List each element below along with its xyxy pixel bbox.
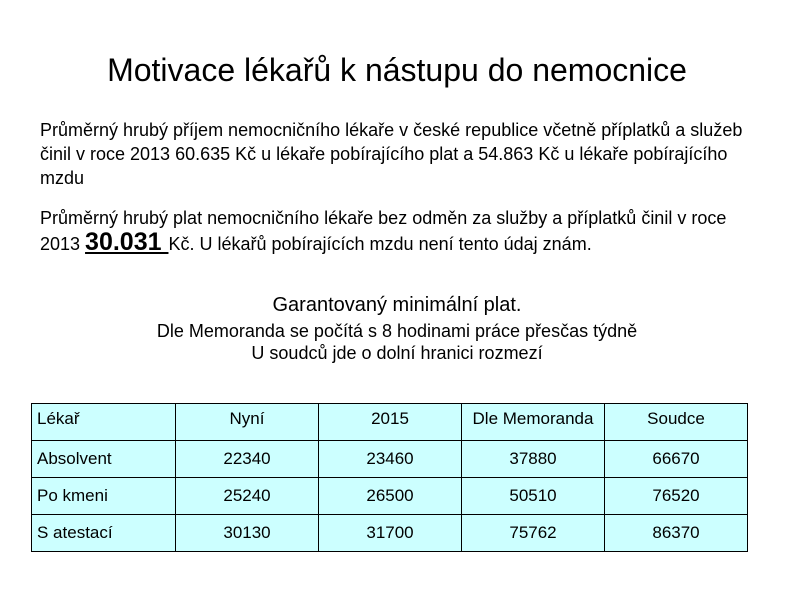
table-cell: 37880 [462,441,605,478]
table-cell: 25240 [176,478,319,515]
header-cell: Soudce [605,404,748,441]
header-cell: Lékař [32,404,176,441]
table-row [32,441,748,478]
note-memorandum: Dle Memoranda se počítá s 8 hodinami práce přesčas týdně [156,321,638,341]
table-cell: 23460 [319,441,462,478]
table-cell: S atestací [32,515,176,552]
salary-highlight: 30.031 [85,228,169,256]
table-cell: 76520 [605,478,748,515]
table-cell: Absolvent [32,441,176,478]
table-cell: 26500 [319,478,462,515]
salary-text-before: Průměrný hrubý plat nemocničního lékaře bez odměn za služby a příplatků činil v roce 2013 [40,208,727,254]
table-cell: 30130 [176,515,319,552]
table-cell: 75762 [462,515,605,552]
table-row [32,478,748,515]
header-cell: 2015 [319,404,462,441]
header-cell: Nyní [176,404,319,441]
salary-paragraph [40,206,770,256]
table-cell: 31700 [319,515,462,552]
table-cell: 86370 [605,515,748,552]
salary-text-after: Kč. U lékařů pobírajících mzdu není tento údaj znám. [168,234,592,254]
note-judges: U soudců jde o dolní hranici rozmezí [251,343,543,363]
header-cell: Dle Memoranda [462,404,605,441]
slide-title: Motivace lékařů k nástupu do nemocnice [107,52,687,88]
table-header-row [32,404,748,441]
section-subtitle: Garantovaný minimální plat. [272,294,522,316]
salary-table [31,403,748,552]
table-cell: 50510 [462,478,605,515]
table-cell: Po kmeni [32,478,176,515]
income-paragraph: Průměrný hrubý příjem nemocničního lékaře v české republice včetně příplatků a služeb činil v roce 2013 60.635 Kč u lékaře pobírajícího plat a 54.863 Kč u lékaře pobírajícího mzdu [40,120,743,188]
table-row [32,515,748,552]
table-cell: 66670 [605,441,748,478]
table-cell: 22340 [176,441,319,478]
